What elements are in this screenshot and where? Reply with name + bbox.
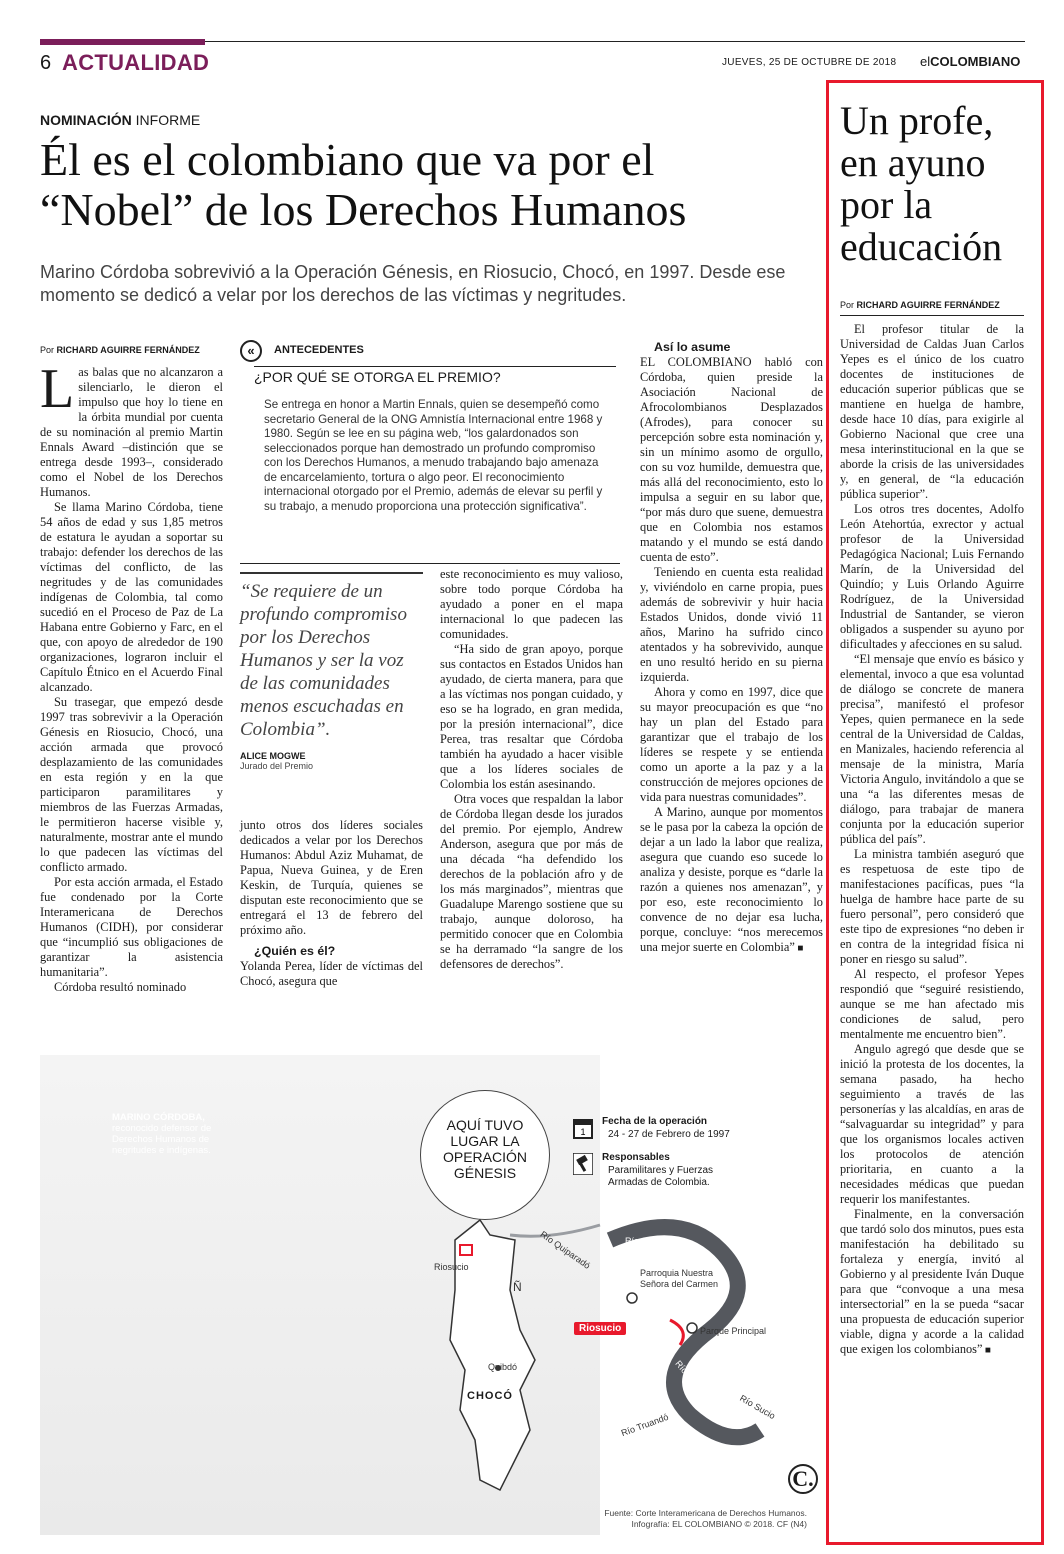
quote-text: “Se requiere de un profundo compromiso por los Derechos Humanos y ser la voz de las comunidades menos escuchadas en Colombia”. [240, 581, 407, 740]
page-number: 6 [40, 52, 52, 74]
headline-line-2: “Nobel” de los Derechos Humanos [40, 184, 687, 235]
riosucio-tag: Riosucio [574, 1322, 626, 1335]
paragraph: “Ha sido de gran apoyo, porque sus contactos en Estados Unidos han ayudado, de cierta manera, para que a las víctimas nos pongan cuidado, y eso se ha logrado, en gran medida, por la presión internacional”, dice Perea, tras resaltar que Córdoba también ha ayudado a hacer visible que a los líderes sociales de Colombia los están asesinando. [440, 642, 623, 791]
photo-caption [112, 1112, 232, 1156]
date-label: Fecha de la operación [602, 1116, 708, 1127]
byline-author: RICHARD AGUIRRE FERNÁNDEZ [56, 345, 200, 355]
article-byline [40, 345, 200, 355]
sidebar-headline: Un profe, en ayuno por la educación [840, 98, 1003, 269]
paragraph: Teniendo en cuenta esta realidad y, viviéndolo en carne propia, pues además de sobrevivir y huir hacia Estados Unidos, donde vivió 11 años, Marino ha sufrido cinco atentados y ha sobrevivido, aunque en uno resultó herido en su pierna izquierda. [640, 565, 823, 684]
credit-source: Fuente: Corte Interamericana de Derechos Humanos. [604, 1508, 807, 1518]
paragraph: Yolanda Perea, líder de víctimas del Chocó, asegura que [240, 959, 423, 988]
article-column-4 [640, 340, 823, 956]
sidebar-divider [840, 315, 1024, 316]
paragraph: Otra voces que respaldan la labor de Córdoba llegan desde los jurados del premio. Por ejemplo, Andrew Anderson, asegura que por más de una década “ha defendido los derechos de la población afro y de los más marginados”, mientras que Guadalupe Marengo sostiene que su trabajo, aunque doloroso, ha permitido conocer que en Colombia se ha derramado “la sangre de los defensores de derechos”. [440, 792, 623, 971]
article-deck: Marino Córdoba sobrevivió a la Operación Génesis, en Riosucio, Chocó, en 1997. Desde ese momento se dedicó a velar por los derechos de las víctimas y negritudes. [40, 262, 786, 305]
article-column-3 [440, 567, 623, 972]
logo-name: COLOMBIANO [930, 54, 1021, 69]
back-arrows-icon: « [240, 340, 262, 362]
paragraph: Al respecto, el profesor Yepes respondió que “seguiré resistiendo, aunque se me han afectado mis condiciones de salud, pero mentalmente me encuentro bien”. [840, 967, 1024, 1041]
article-headline [40, 135, 830, 235]
paragraph: Angulo agregó que desde que se inició la protesta de los docentes, la semana pasado, ha hecho seguimiento a través de las personerías y las alcaldías, en aras de “salvaguardar su integridad” y para que los organismos locales activen los protocolos de atención prioritaria, en cuanto a la necesidades médicas que puedan requerir los manifestantes. [840, 1042, 1024, 1206]
quote-author: ALICE MOGWE [240, 751, 306, 761]
riosucio-town [670, 1320, 683, 1345]
resp-label: Responsables [602, 1152, 670, 1163]
byline-por: Por [840, 300, 855, 310]
caption-name: MARINO CÓRDOBA, [112, 1112, 205, 1123]
parque-marker [687, 1323, 697, 1333]
rio-sucio-label: Río Sucio [738, 1392, 777, 1422]
rio-truando-label: Río Truandó [619, 1411, 670, 1439]
kicker-rest: INFORME [131, 112, 201, 128]
paragraph: Se llama Marino Córdoba, tiene 54 años de edad y sus 1,85 metros de estatura le ayudan a soportar su trabajo: defender los derechos de las víctimas del conflicto, de las negritudes y de las comunidades indígenas de Colombia, tal como sucedió en el Proceso de Paz de La Habana entre Gobierno y Farc, en el que, con apoyo de alrededor de 190 organizaciones, lograron incluir el Capítulo Étnico en el Acuerdo Final alcanzado. [40, 500, 223, 694]
caption-desc: reconocido defensor de Derechos Humanos de negritudes e indígenas. [112, 1123, 212, 1156]
section-color-bar [40, 39, 205, 45]
gavel-icon [573, 1153, 593, 1175]
paragraph: “El mensaje que envío es básico y elemental, invoco a que esa voluntad de diálogo se concrete de manera precisa”, manifestó el profesor Yepes, quien permanece en la sede central de la Universidad de Caldas, en Manizales, haciendo referencia al mensaje de la ministra, María Victoria Angulo, invitándolo a que se una “a las diferentes mesas de diálogo, para trabajar de manera conjunta por la educación superior pública del país”. [840, 652, 1024, 846]
headline-line-1: Él es el colombiano que va por el [40, 134, 655, 185]
calendar-icon [573, 1117, 593, 1139]
rio-atrato-label-2: Río Atrato [673, 1358, 707, 1396]
parroquia-marker [627, 1293, 637, 1303]
article-kicker [40, 112, 200, 128]
responsables-label [602, 1152, 670, 1163]
north-arrow-icon: Ñ [513, 1280, 522, 1294]
subhead-quien: ¿Quién es él? [254, 944, 336, 958]
issue-date: JUEVES, 25 DE OCTUBRE DE 2018 [722, 57, 897, 68]
paragraph: Por esta acción armada, el Estado fue condenado por la Corte Interamericana de Derechos Humanos (CIDH), por considerar que “incumplió sus obligaciones de garantizar la asistencia humanitaria”. [40, 875, 223, 979]
parque-label: Parque Principal [700, 1326, 767, 1336]
map-choco-label: CHOCÓ [467, 1390, 513, 1402]
map-riosucio-label: Riosucio [434, 1262, 469, 1272]
paragraph [40, 358, 223, 500]
paragraph: Ahora y como en 1997, dice que su mayor preocupación es que “no hay un plan del Estado para garantizar que el trabajo de los líderes se respete y se entienda como un aporte a la paz y a la construcción de mejores opciones de vida para nuestras comunidades”. [640, 685, 823, 804]
paragraph: EL COLOMBIANO habló con Córdoba, quien preside la Asociación Nacional de Afrocolombianos Desplazados (Afrodes), para conocer su percepción sobre esta nominación y, sin un mínimo asomo de orgullo, con su voz humilde, demuestra que, más allá del reconocimiento, esto lo impulsa a seguir en su labor que, “por más duro que suene, demuestra que en Colombia nos estamos matando y el mundo se está dando cuenta de esto”. [640, 355, 823, 564]
operation-date-value: 24 - 27 de Febrero de 1997 [608, 1129, 730, 1140]
responsables-value: Paramilitares y Fuerzas Armadas de Colombia. [608, 1165, 714, 1188]
paragraph: Córdoba resultó nominado [54, 980, 187, 994]
rio-quiparado-label: Río Quiparadó [538, 1229, 593, 1271]
article-column-1 [40, 358, 223, 995]
paragraph: Los otros tres docentes, Adolfo León Atehortúa, exrector y actual profesor de la Universidad Pedagógica Nacional; Luis Fernando Marín, de la Universidad del Quindío; y Luis Orlando Aguirre Rodríguez, de la Universidad Industrial de Santander, se vieron obligados a suspender su ayuno por dificultades y afecciones en su salud. [840, 502, 1024, 651]
paragraph-text: as balas que no alcanzaron a silenciarlo, le dieron el impulso que hoy lo tiene en la órbita mundial por cuenta de su nominación al premio Martin Ennals Award –distinción que se entrega desde 1993–, considerado como el Nobel de los Derechos Humanos. [40, 365, 223, 499]
antecedentes-label: ANTECEDENTES [274, 344, 364, 356]
colombiano-c-logo: C. [788, 1464, 818, 1494]
paragraph: A Marino, aunque por momentos se le pasa por la cabeza la opción de dejar a un lado la labor que realiza, asegura que cuando eso sucede lo analiza y desiste, porque es “darle la razón a quienes nos amenazan”, y por eso, este reconocimiento lo convence de no dejar esa lucha, porque, concluye: “nos merecemos una mejor suerte en Colombia” ■ [640, 805, 823, 956]
paragraph: junto otros dos líderes sociales dedicados a velar por los Derechos Humanos: Abdul Aziz Muhamat, de Papua, Nueva Guinea, y de Eren Keskin, de Turquía, quienes se disputan este reconocimiento que se entregará el 13 de febrero del próximo año. [240, 818, 423, 937]
paragraph: La ministra también aseguró que es respetuosa de este tipo de manifestaciones pacíficas, pues “la huelga de hambre hace parte de su fuero personal”, pero consideró que este tipo de expresiones “no deben ir en contra de la integridad física ni poner en riesgo su salud”. [840, 847, 1024, 966]
operation-title: AQUÍ TUVO LUGAR LA OPERACIÓN GÉNESIS [442, 1117, 527, 1181]
drop-cap: L [40, 358, 75, 420]
antecedentes-title: ¿POR QUÉ SE OTORGA EL PREMIO? [254, 366, 616, 385]
section-title: ACTUALIDAD [62, 50, 210, 75]
kicker-bold: NOMINACIÓN [40, 112, 132, 128]
paragraph: este reconocimiento es muy valioso, sobre todo porque Córdoba ha ayudado a poner en el mapa internacional lo que padecen las comunidades. [440, 567, 623, 641]
logo-prefix: el [920, 54, 931, 69]
rio-atrato-label: Río Atrato [625, 1236, 666, 1246]
infographic-credits [575, 1508, 807, 1529]
choco-map [420, 1180, 820, 1510]
antecedentes-body: Se entrega en honor a Martin Ennals, quien se desempeñó como secretario General de la ONG Amnistía Internacional entre 1968 y 1980. Según se lee en su página web, “los galardonados son seleccionados porque han demostrado un profundo compromiso con los Derechos Humanos, a menudo trabajando bajo amenaza de encarcelamiento, tortura o algo peor. El reconocimiento internacional otorgado por el Premio, además de elevar su perfil y su trabajo, a menudo proporciona una protección significativa”. [264, 398, 603, 513]
paragraph: Su trasegar, que empezó desde 1997 tras sobrevivir a la Operación Génesis en Riosucio, Chocó, una acción armada que provocó desplazamiento de las comunidades en esta región y en la que participaron paramilitares y miembros de las Fuerzas Armadas, le permitieron hacerse visible y, naturalmente, mostrar ante el mundo lo que padecen las víctimas del conflicto armado. [40, 695, 223, 874]
subhead-asume: Así lo asume [654, 340, 731, 354]
operation-date-label [602, 1116, 707, 1127]
credit-infographic: Infografía: EL COLOMBIANO © 2018. CF (N4) [631, 1518, 807, 1529]
sidebar-column [840, 322, 1024, 1358]
newspaper-logo [920, 54, 1020, 69]
connector-line [510, 1225, 600, 1236]
sidebar-byline [840, 300, 1000, 310]
map-quibdo-label: Quibdó [488, 1362, 518, 1372]
paragraph: El profesor titular de la Universidad de Caldas Juan Carlos Yepes es el único de los cuatro docentes de instituciones de educación superior públicas que se mantiene en huelga de hambre, desde hace 10 días, para exigirle al Gobierno Nacional que cree una mesa interinstitucional en la que se aborde la crisis de las universidades y, en general, de “la educación pública superior”. [840, 322, 1024, 501]
article-column-2 [240, 818, 423, 989]
byline-author: RICHARD AGUIRRE FERNÁNDEZ [856, 300, 1000, 310]
byline-por: Por [40, 345, 55, 355]
pull-quote [240, 572, 423, 771]
quote-role: Jurado del Premio [240, 761, 314, 771]
parroquia-label: Parroquia Nuestra Señora del Carmen [640, 1268, 719, 1289]
paragraph: Finalmente, en la conversación que tardó solo dos minutos, pues esta manifestación ha debilitado su fortaleza y energía, invitó al Gobierno y al presidente Iván Duque para que “convoque a una mesa intersectorial” en la se pueda “sacar una propuesta de educación superior viable, digna y acorde a la calidad que exigen los colombianos” ■ [840, 1207, 1024, 1358]
svg-text:1: 1 [580, 1127, 586, 1137]
choco-outline [450, 1220, 535, 1490]
antecedentes-divider [240, 563, 620, 564]
